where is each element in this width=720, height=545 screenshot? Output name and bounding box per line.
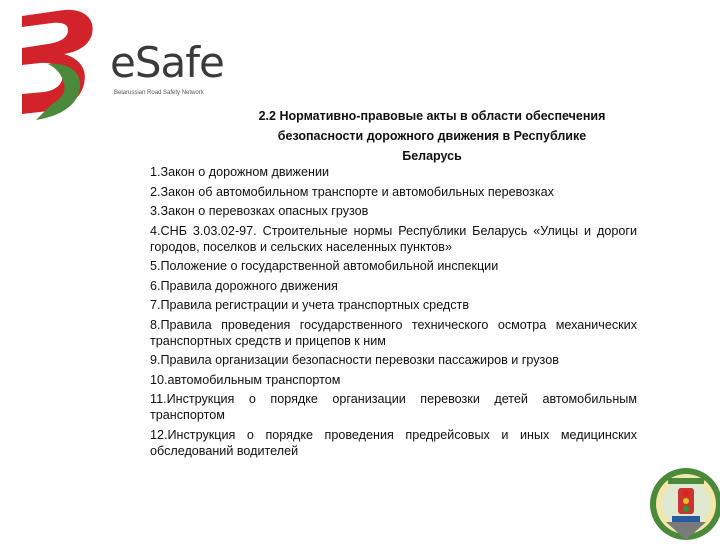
list-item: 1.Закон о дорожном движении (150, 165, 330, 179)
list-item: 2.Закон об автомобильном транспорте и автомобильных перевозках (150, 184, 554, 199)
list-item: 12.Инструкция о порядке проведения предрейсовых и иных медицинских обследований водителей (150, 427, 637, 458)
legal-acts-list (150, 164, 637, 462)
list-item: 11.Инструкция о порядке организации перевозки детей автомобильным транспортом (150, 392, 637, 422)
logo-tagline: Belarussian Road Safety Network (114, 90, 204, 96)
list-item: 9.Правила организации безопасности перевозки пассажиров и грузов (150, 353, 559, 367)
list-item: 8.Правила проведения государственного технического осмотра механических транспортных средств и прицепов к ним (150, 317, 637, 348)
emblem-icon (648, 458, 720, 540)
list-item: 5.Положение о государственной автомобильной инспекции (150, 259, 499, 273)
heading-line-2: безопасности дорожного движения в Республике (277, 129, 587, 143)
list-item: 4.СНБ 3.03.02-97. Строительные нормы Республики Беларусь «Улицы и дороги городов, поселков и сельских населенных пунктов» (150, 223, 637, 254)
list-item: 10.автомобильным транспортом (150, 372, 341, 387)
heading-line-3: Беларусь (402, 149, 462, 163)
heading-line-1: 2.2 Нормативно-правовые акты в области обеспечения (258, 109, 606, 123)
list-item: 3.Закон о перевозках опасных грузов (150, 204, 369, 218)
list-item: 6.Правила дорожного движения (150, 278, 338, 293)
section-heading (218, 106, 646, 166)
emblem-badge (648, 458, 720, 540)
list-item: 7.Правила регистрации и учета транспортных средств (150, 298, 470, 312)
logo-wordmark: eSafe (110, 38, 224, 87)
esafe-logo (22, 8, 224, 128)
